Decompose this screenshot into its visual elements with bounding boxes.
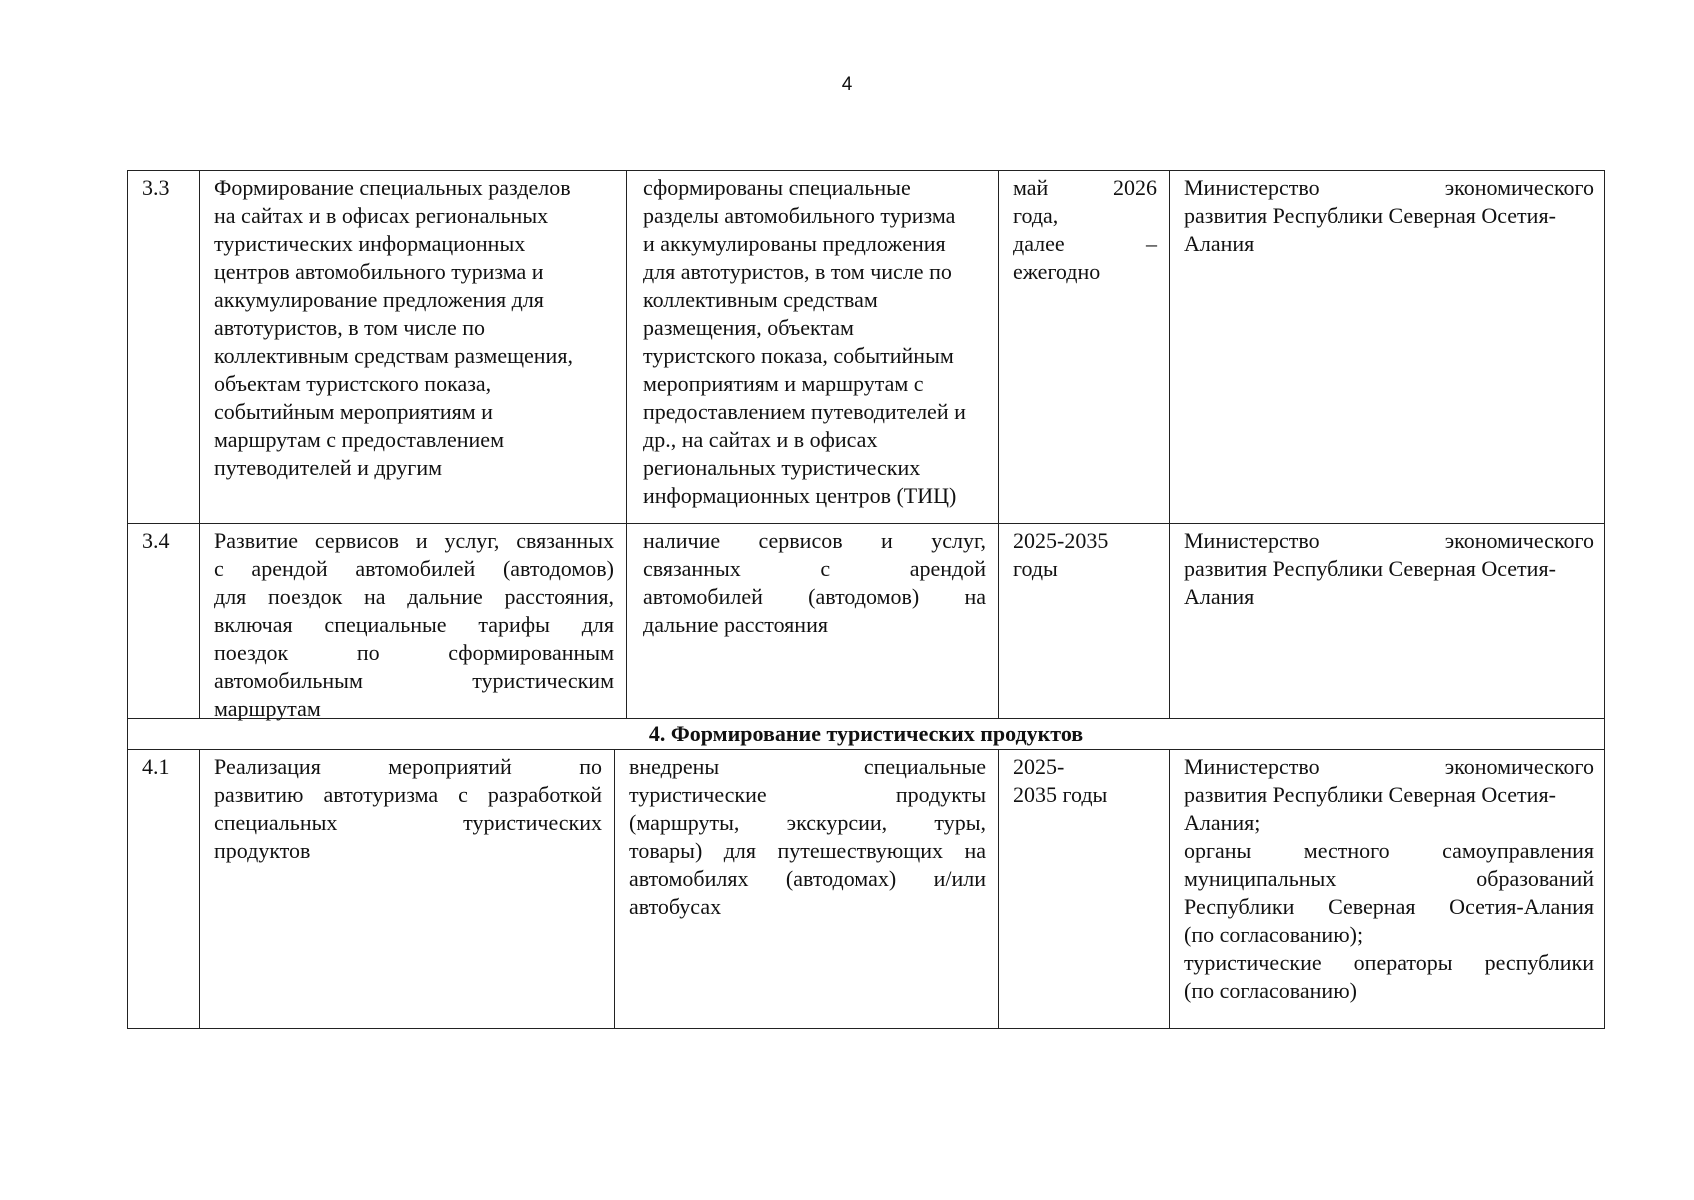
result-line: наличие сервисов и услуг, bbox=[643, 528, 986, 553]
responsible-line: Министерство экономического bbox=[1184, 528, 1594, 553]
result-cell bbox=[614, 750, 998, 1028]
action-line: продуктов bbox=[214, 838, 311, 863]
row-number: 4.1 bbox=[142, 754, 170, 779]
action-line: автотуристов, в том числе по bbox=[214, 315, 486, 340]
action-line: путеводителей и другим bbox=[214, 455, 443, 480]
result-line: информационных центров (ТИЦ) bbox=[643, 483, 957, 508]
action-line: для поездок на дальние расстояния, bbox=[214, 584, 614, 609]
action-line: включая специальные тарифы для bbox=[214, 612, 614, 637]
action-line: Реализация мероприятий по bbox=[214, 754, 602, 779]
responsible-line: Министерство экономического bbox=[1184, 175, 1594, 200]
action-line: с арендой автомобилей (автодомов) bbox=[214, 556, 614, 581]
action-line: маршрутам с предоставлением bbox=[214, 427, 504, 452]
responsible-line: развития Республики Северная Осетия- bbox=[1184, 203, 1556, 228]
term-line: 2035 годы bbox=[1013, 782, 1108, 807]
term-cell bbox=[998, 171, 1169, 523]
action-cell bbox=[199, 750, 614, 1028]
result-line: автомобилях (автодомах) и/или bbox=[629, 866, 986, 891]
responsible-line: муниципальных образований bbox=[1184, 866, 1594, 891]
result-line: связанных с арендой bbox=[643, 556, 986, 581]
responsible-line: Министерство экономического bbox=[1184, 754, 1594, 779]
result-cell bbox=[626, 524, 998, 718]
result-line: и аккумулированы предложения bbox=[643, 231, 946, 256]
row-number: 3.3 bbox=[142, 175, 170, 200]
result-line: для автотуристов, в том числе по bbox=[643, 259, 952, 284]
result-line: товары) для путешествующих на bbox=[629, 838, 986, 863]
responsible-line: Алания bbox=[1184, 231, 1255, 256]
responsible-cell bbox=[1169, 524, 1606, 718]
term-line: 2025- bbox=[1013, 754, 1065, 779]
action-line: на сайтах и в офисах региональных bbox=[214, 203, 549, 228]
term-line: далее – bbox=[1013, 231, 1157, 256]
action-line: событийным мероприятиям и bbox=[214, 399, 493, 424]
term-line: 2025-2035 bbox=[1013, 528, 1109, 553]
action-line: туристических информационных bbox=[214, 231, 526, 256]
responsible-line: Алания bbox=[1184, 584, 1255, 609]
result-line: автобусах bbox=[629, 894, 722, 919]
responsible-line: туристические операторы республики bbox=[1184, 950, 1594, 975]
result-line: автомобилей (автодомов) на bbox=[643, 584, 986, 609]
result-line: туристского показа, событийным bbox=[643, 343, 954, 368]
table-row bbox=[127, 524, 1605, 719]
action-line: поездок по сформированным bbox=[214, 640, 614, 665]
term-line: ежегодно bbox=[1013, 259, 1101, 284]
result-line: сформированы специальные bbox=[643, 175, 911, 200]
term-cell bbox=[998, 750, 1169, 1028]
action-line: аккумулирование предложения для bbox=[214, 287, 544, 312]
result-line: коллективным средствам bbox=[643, 287, 878, 312]
result-line: туристические продукты bbox=[629, 782, 986, 807]
result-line: мероприятиям и маршрутам с bbox=[643, 371, 924, 396]
action-line: маршрутам bbox=[214, 696, 321, 721]
responsible-line: (по согласованию); bbox=[1184, 922, 1364, 947]
action-cell bbox=[199, 524, 626, 721]
table-row bbox=[127, 750, 1605, 1029]
responsible-line: развития Республики Северная Осетия- bbox=[1184, 782, 1556, 807]
term-line: май 2026 bbox=[1013, 175, 1157, 200]
responsible-cell bbox=[1169, 171, 1606, 523]
action-line: Формирование специальных разделов bbox=[214, 175, 571, 200]
term-line: года, bbox=[1013, 203, 1059, 228]
action-line: развитию автотуризма с разработкой bbox=[214, 782, 602, 807]
responsible-line: Алания; bbox=[1184, 810, 1261, 835]
page-number: 4 bbox=[841, 74, 853, 95]
result-line: (маршруты, экскурсии, туры, bbox=[629, 810, 986, 835]
action-line: объектам туристского показа, bbox=[214, 371, 492, 396]
action-line: автомобильным туристическим bbox=[214, 668, 614, 693]
action-cell bbox=[199, 171, 626, 523]
term-line: годы bbox=[1013, 556, 1058, 581]
action-line: центров автомобильного туризма и bbox=[214, 259, 544, 284]
section-row bbox=[127, 719, 1605, 750]
result-line: др., на сайтах и в офисах bbox=[643, 427, 878, 452]
responsible-line: развития Республики Северная Осетия- bbox=[1184, 556, 1556, 581]
action-line: коллективным средствам размещения, bbox=[214, 343, 573, 368]
result-line: разделы автомобильного туризма bbox=[643, 203, 956, 228]
responsible-line: Республики Северная Осетия-Алания bbox=[1184, 894, 1594, 919]
action-line: Развитие сервисов и услуг, связанных bbox=[214, 528, 614, 553]
responsible-line: органы местного самоуправления bbox=[1184, 838, 1594, 863]
responsible-cell bbox=[1169, 750, 1606, 1028]
table-row bbox=[127, 170, 1605, 524]
action-line: специальных туристических bbox=[214, 810, 602, 835]
result-line: размещения, объектам bbox=[643, 315, 854, 340]
term-cell bbox=[998, 524, 1169, 718]
result-line: региональных туристических bbox=[643, 455, 921, 480]
row-number: 3.4 bbox=[142, 528, 170, 553]
responsible-line: (по согласованию) bbox=[1184, 978, 1357, 1003]
section-title: 4. Формирование туристических продуктов bbox=[648, 721, 1084, 746]
result-line: предоставлением путеводителей и bbox=[643, 399, 966, 424]
result-cell bbox=[626, 171, 998, 523]
result-line: дальние расстояния bbox=[643, 612, 828, 637]
result-line: внедрены специальные bbox=[629, 754, 986, 779]
